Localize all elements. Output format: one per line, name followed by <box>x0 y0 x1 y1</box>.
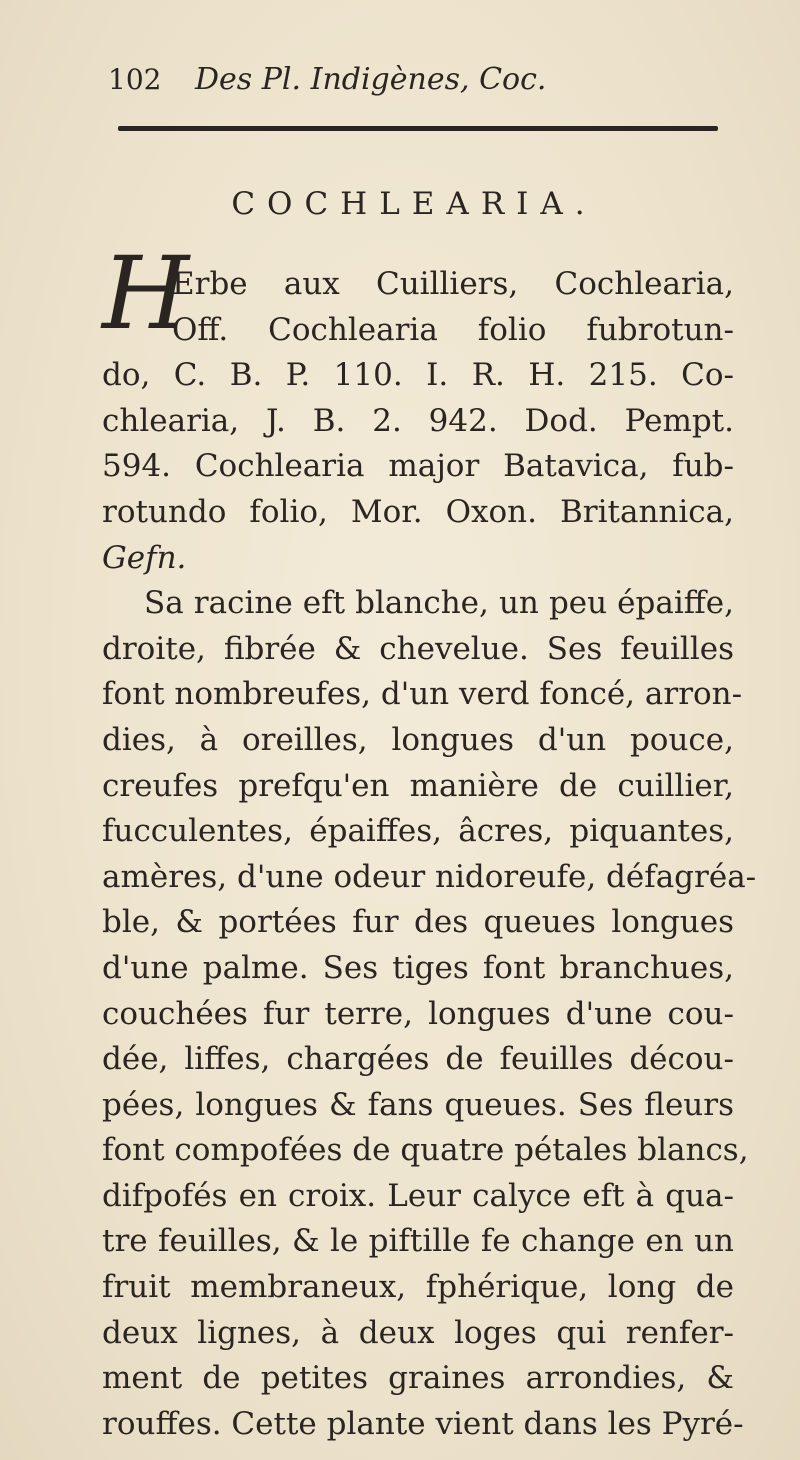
body-text <box>102 262 757 1447</box>
text-line: rotundo folio, Mor. Oxon. Britannica, <box>102 493 734 530</box>
text-line: Off. Cochlearia folio fubrotun- <box>172 311 734 348</box>
running-header <box>108 62 728 106</box>
text-line: rouffes. Cette plante vient dans les Pyré- <box>102 1405 744 1442</box>
text-line: dée, liffes, chargées de feuilles décou- <box>102 1041 734 1078</box>
text-line: amères, d'une odeur nidoreufe, défagréa- <box>102 858 757 895</box>
text-line: 594. Cochlearia major Batavica, fub- <box>102 448 734 485</box>
header-rule <box>118 126 718 131</box>
text-line: Sa racine eft blanche, un peu épaiffe, <box>144 585 734 622</box>
text-line: creufes prefqu'en manière de cuillier, <box>102 767 734 804</box>
drop-cap: H <box>102 235 190 352</box>
text-line: font compofées de quatre pétales blancs, <box>102 1132 749 1169</box>
running-title: Des Pl. Indigènes, Coc. <box>195 62 547 97</box>
text-line: fruit membraneux, fphérique, long de <box>102 1269 734 1306</box>
text-line: difpofés en croix. Leur calyce eft à qua- <box>102 1177 734 1214</box>
section-title: COCHLEARIA. <box>231 186 597 222</box>
text-line: droite, fibrée & chevelue. Ses feuilles <box>102 630 734 667</box>
text-line: do, C. B. P. 110. I. R. H. 215. Co- <box>102 357 734 394</box>
text-line: Gefn. <box>102 539 187 576</box>
page-number: 102 <box>108 63 162 96</box>
text-line: d'une palme. Ses tiges font branchues, <box>102 949 734 986</box>
text-line: chlearia, J. B. 2. 942. Dod. Pempt. <box>102 402 734 439</box>
text-line: couchées fur terre, longues d'une cou- <box>102 995 734 1032</box>
text-line: dies, à oreilles, longues d'un pouce, <box>102 721 734 758</box>
text-line: tre feuilles, & le piftille fe change en un <box>102 1223 734 1260</box>
text-line: Erbe aux Cuilliers, Cochlearia, <box>172 266 734 302</box>
text-line: deux lignes, à deux loges qui renfer- <box>102 1314 734 1351</box>
text-line: ment de petites graines arrondies, & <box>102 1360 734 1397</box>
text-line: ble, & portées fur des queues longues <box>102 904 734 941</box>
text-line: font nombreufes, d'un verd foncé, arron- <box>102 676 743 713</box>
text-line: fucculentes, épaiffes, âcres, piquantes, <box>102 813 734 850</box>
text-line: pées, longues & fans queues. Ses fleurs <box>102 1086 734 1123</box>
